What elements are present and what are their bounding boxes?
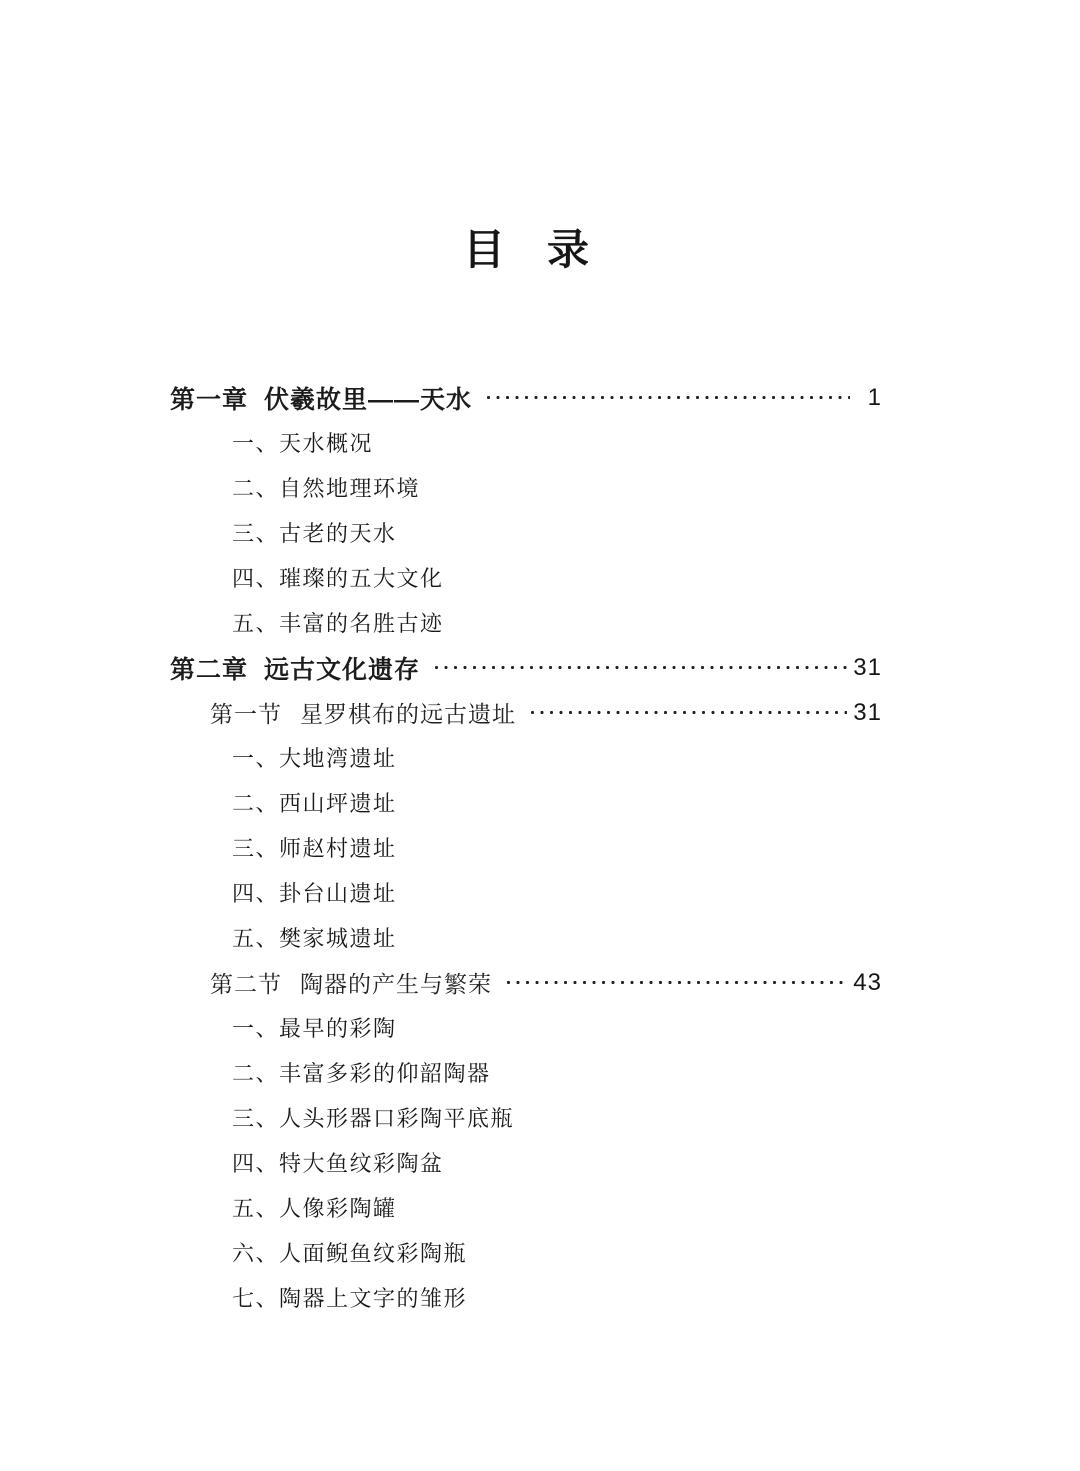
entry-text: 五、丰富的名胜古迹: [232, 611, 444, 636]
dot-leader-line: [528, 690, 847, 735]
toc-entry-section: [170, 690, 882, 735]
page-title: 目 录: [462, 226, 589, 273]
toc-entry-item: [170, 600, 882, 645]
entry-text: 四、璀璨的五大文化: [232, 566, 444, 591]
toc-entry-item: [170, 870, 882, 915]
dot-leader-line: [432, 645, 847, 690]
toc-content: [170, 225, 882, 1320]
entry-text: 三、人头形器口彩陶平底瓶: [232, 1106, 515, 1131]
entry-label: 第二节: [210, 972, 282, 997]
toc-entry-item: [170, 735, 882, 780]
entry-page-number: 31: [853, 698, 882, 726]
entry-page-number: 31: [853, 653, 882, 681]
toc-entry-item: [170, 420, 882, 465]
entry-title: 星罗棋布的远古遗址: [300, 702, 516, 727]
entry-label: 第一章: [170, 385, 249, 414]
entry-text: 六、人面鲵鱼纹彩陶瓶: [232, 1241, 468, 1266]
toc-entry-item: [170, 1005, 882, 1050]
toc-entry-item: [170, 510, 882, 555]
toc-list: [170, 375, 882, 1320]
entry-page-number: 43: [853, 968, 882, 996]
toc-entry-item: [170, 825, 882, 870]
entry-text: 二、自然地理环境: [232, 476, 421, 501]
dot-leader-line: [484, 375, 850, 420]
entry-text: 一、大地湾遗址: [232, 746, 397, 771]
entry-text: 三、师赵村遗址: [232, 836, 397, 861]
entry-text: 五、樊家城遗址: [232, 926, 397, 951]
toc-entry-item: [170, 1230, 882, 1275]
entry-text: 四、特大鱼纹彩陶盆: [232, 1151, 444, 1176]
entry-text: 四、卦台山遗址: [232, 881, 397, 906]
entry-label: 第二章: [170, 655, 249, 684]
toc-entry-section: [170, 960, 882, 1005]
entry-text: 一、最早的彩陶: [232, 1016, 397, 1041]
toc-entry-item: [170, 915, 882, 960]
entry-page-number: 1: [867, 383, 882, 411]
entry-title: 远古文化遗存: [264, 655, 421, 684]
entry-text: 七、陶器上文字的雏形: [232, 1286, 468, 1311]
entry-text: 二、丰富多彩的仰韶陶器: [232, 1061, 491, 1086]
toc-entry-chapter: [170, 375, 882, 420]
toc-entry-item: [170, 465, 882, 510]
entry-title: 陶器的产生与繁荣: [300, 972, 492, 997]
toc-entry-item: [170, 1185, 882, 1230]
toc-entry-chapter: [170, 645, 882, 690]
entry-label: 第一节: [210, 702, 282, 727]
entry-text: 二、西山坪遗址: [232, 791, 397, 816]
toc-entry-item: [170, 555, 882, 600]
toc-entry-item: [170, 780, 882, 825]
toc-entry-item: [170, 1050, 882, 1095]
toc-entry-item: [170, 1275, 882, 1320]
entry-text: 五、人像彩陶罐: [232, 1196, 397, 1221]
toc-entry-item: [170, 1095, 882, 1140]
entry-text: 三、古老的天水: [232, 521, 397, 546]
dot-leader-line: [504, 960, 847, 1005]
entry-text: 一、天水概况: [232, 431, 374, 456]
toc-entry-item: [170, 1140, 882, 1185]
entry-title: 伏羲故里——天水: [264, 385, 473, 414]
